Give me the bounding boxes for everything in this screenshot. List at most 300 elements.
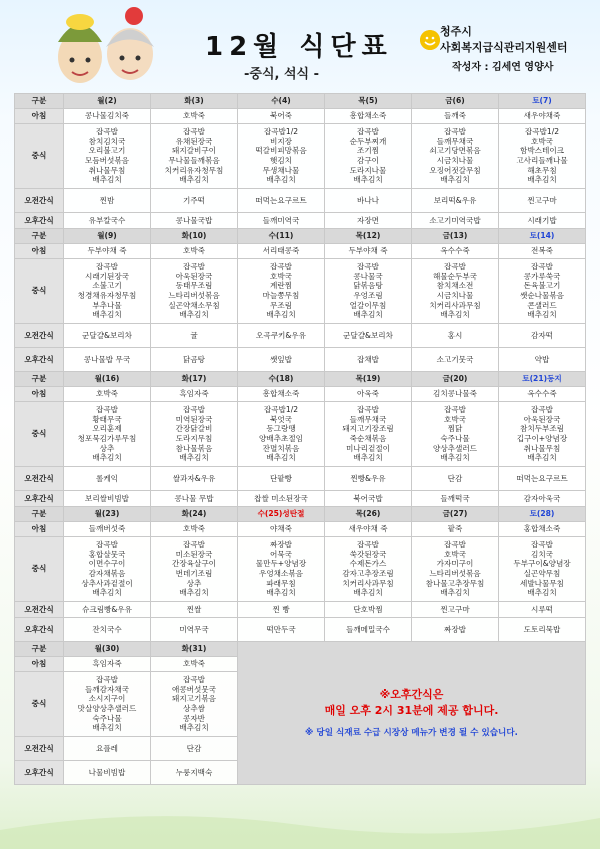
am-snack-cell: 귤 [151, 324, 238, 348]
mascot-illustration [50, 2, 160, 90]
pm-snack-label: 오후간식 [15, 348, 64, 372]
breakfast-cell: 흑임자죽 [64, 657, 151, 672]
breakfast-cell: 호박죽 [151, 244, 238, 259]
lunch-item: 느타리버섯볶음 [429, 569, 481, 578]
lunch-item: 잡곡밥 [530, 405, 553, 415]
author-line: 작성자 : 김세연 영양사 [452, 62, 554, 73]
lunch-item: 배추김치 [353, 310, 383, 320]
day-header: 수(25)성탄절 [238, 507, 325, 522]
lunch-cell [499, 124, 586, 189]
am-snack-label: 오전간식 [15, 737, 64, 761]
breakfast-cell: 호박죽 [151, 109, 238, 124]
pm-snack-cell: 닭곰탕 [151, 348, 238, 372]
smile-logo-icon [420, 30, 440, 50]
pm-snack-cell: 나물비빔밥 [64, 761, 151, 785]
breakfast-cell: 흥합채소죽 [325, 109, 412, 124]
lunch-item: 참나물볶음 [175, 443, 213, 453]
lunch-item: 배추김치 [527, 453, 557, 463]
lunch-item: 참치채소전 [436, 281, 474, 291]
lunch-cell [325, 124, 412, 189]
am-snack-cell: 찐빵&우유 [325, 467, 412, 491]
header [0, 0, 600, 90]
pm-snack-label: 오후간식 [15, 761, 64, 785]
pm-snack-label: 오후간식 [15, 618, 64, 642]
pm-snack-cell: 콩나물국밥 [151, 213, 238, 229]
lunch-item: 배추김치 [440, 453, 470, 463]
page-subtitle: -중식, 석식 - [244, 67, 320, 82]
lunch-item: 돼지고기장조림 [342, 424, 394, 434]
lunch-row [15, 537, 586, 602]
breakfast-label: 아침 [15, 387, 64, 402]
day-header: 목(26) [325, 507, 412, 522]
day-header-row [15, 372, 586, 387]
lunch-item: 잡곡밥 [443, 540, 466, 550]
lunch-cell [499, 537, 586, 602]
lunch-cell [151, 537, 238, 602]
notice-cell [238, 642, 586, 785]
am-snack-cell: 단팥빵 [238, 467, 325, 491]
breakfast-row [15, 244, 586, 259]
lunch-item: 쑥갓된장국 [349, 549, 387, 559]
lunch-item: 쇠고기당면볶음 [429, 146, 481, 156]
lunch-item: 잡곡밥 [182, 127, 205, 137]
am-snack-cell: 찐고구마 [499, 189, 586, 213]
lunch-item: 상추쌈 [182, 704, 205, 713]
breakfast-cell: 흥합채소죽 [238, 387, 325, 402]
lunch-cell [151, 259, 238, 324]
lunch-item: 잡곡밥 [95, 405, 118, 415]
am-snack-cell: 롤케익 [64, 467, 151, 491]
lunch-item: 오징어젓갈무침 [429, 165, 481, 175]
pm-snack-cell: 누룽지백숙 [151, 761, 238, 785]
lunch-row [15, 124, 586, 189]
pm-snack-cell: 시래기밥 [499, 213, 586, 229]
pm-snack-row [15, 618, 586, 642]
lunch-item: 배추김치 [179, 588, 209, 598]
day-header: 월(2) [64, 94, 151, 109]
lunch-item: 간장육살구이 [171, 559, 216, 569]
day-header: 금(27) [412, 507, 499, 522]
lunch-item: 감자고추장조림 [342, 569, 394, 578]
org-center: 사회복지급식관리지원센터 [440, 41, 568, 54]
am-snack-cell: 감자떡 [499, 324, 586, 348]
pm-snack-cell: 감자아욱국 [499, 491, 586, 507]
am-snack-cell: 홍시 [412, 324, 499, 348]
lunch-item: 배추김치 [266, 588, 296, 598]
lunch-item: 햇김치 [269, 156, 292, 165]
lunch-item: 감자채볶음 [88, 569, 126, 578]
pm-snack-cell: 콩나물 무밥 [151, 491, 238, 507]
lunch-item: 잡곡밥 [95, 675, 118, 685]
gubun-label: 구분 [15, 372, 64, 387]
lunch-item: 홍합살뭇국 [88, 549, 126, 559]
breakfast-cell: 아욱죽 [325, 387, 412, 402]
menu-table [14, 93, 586, 785]
lunch-item: 잡곡밥 [443, 127, 466, 137]
day-header: 화(24) [151, 507, 238, 522]
lunch-item: 배추김치 [527, 588, 557, 598]
day-header: 월(9) [64, 229, 151, 244]
lunch-item: 청경채유자청무침 [77, 291, 137, 300]
lunch-item: 시금치나물 [436, 291, 474, 300]
lunch-item: 취나물무침 [88, 165, 126, 175]
lunch-item: 함박스테이크 [519, 146, 564, 156]
lunch-item: 콘샐러드 [527, 300, 557, 310]
pm-snack-cell: 잔치국수 [64, 618, 151, 642]
lunch-item: 잡곡밥 [530, 262, 553, 272]
am-snack-cell: 기주떡 [151, 189, 238, 213]
breakfast-cell: 북어죽 [238, 109, 325, 124]
lunch-item: 오리불고기 [88, 146, 126, 156]
day-header: 월(16) [64, 372, 151, 387]
am-snack-cell: 단감 [151, 737, 238, 761]
lunch-item: 잡곡밥 [269, 262, 292, 272]
pm-snack-cell: 들깨메밀국수 [325, 618, 412, 642]
pm-snack-cell: 미역무국 [151, 618, 238, 642]
org-city: 청주시 [440, 25, 472, 38]
lunch-item: 배추김치 [266, 453, 296, 463]
lunch-item: 치커리유자청무침 [164, 165, 224, 175]
lunch-item: 죽순채볶음 [349, 434, 387, 443]
breakfast-cell: 옥수수죽 [412, 244, 499, 259]
lunch-row [15, 402, 586, 467]
lunch-item: 배추김치 [440, 175, 470, 185]
lunch-item: 참치두부조림 [519, 424, 564, 434]
day-header-row [15, 642, 586, 657]
lunch-item: 배추김치 [266, 175, 296, 185]
lunch-item: 배추김치 [527, 310, 557, 320]
lunch-item: 배추김치 [92, 588, 122, 598]
lunch-item: 호박국 [530, 136, 553, 146]
lunch-item: 잡곡밥 [443, 405, 466, 415]
lunch-item: 아욱된장국 [523, 414, 561, 424]
notice-line-2: 매일 오후 2시 31분에 제공 합니다. [324, 704, 499, 718]
lunch-cell [151, 124, 238, 189]
lunch-cell [325, 537, 412, 602]
lunch-item: 참나물고추장무침 [425, 578, 485, 588]
pm-snack-cell: 약밥 [499, 348, 586, 372]
am-snack-cell: 보리떡&우유 [412, 189, 499, 213]
lunch-item: 가자미구이 [436, 559, 474, 569]
lunch-item: 고사리들깨나물 [516, 156, 568, 165]
lunch-item: 닭볶음탕 [353, 281, 383, 291]
lunch-item: 배추김치 [353, 175, 383, 185]
lunch-item: 잡곡밥 [95, 127, 118, 137]
lunch-cell [64, 402, 151, 467]
lunch-cell [238, 124, 325, 189]
lunch-item: 소시지구이 [88, 694, 126, 704]
lunch-item: 잡곡밥 [356, 405, 379, 415]
lunch-item: 유채된장국 [175, 136, 213, 146]
lunch-cell [238, 537, 325, 602]
lunch-label: 중식 [15, 672, 64, 737]
gubun-label: 구분 [15, 229, 64, 244]
am-snack-cell: 군달걀&보리차 [64, 324, 151, 348]
pm-snack-cell: 보리쌀비빔밥 [64, 491, 151, 507]
page-title: 12월 식단표 [205, 32, 393, 62]
day-header: 금(13) [412, 229, 499, 244]
lunch-item: 파래무침 [266, 578, 296, 588]
lunch-item: 잡곡밥 [356, 127, 379, 137]
breakfast-row [15, 522, 586, 537]
day-header: 목(5) [325, 94, 412, 109]
breakfast-row [15, 387, 586, 402]
lunch-item: 시금치나물 [436, 156, 474, 165]
am-snack-cell: 찐쌀 [151, 602, 238, 618]
lunch-item: 배추김치 [179, 175, 209, 185]
pm-snack-label: 오후간식 [15, 491, 64, 507]
lunch-cell [412, 402, 499, 467]
lunch-item: 잡곡밥 [182, 405, 205, 415]
lunch-item: 숙주나물 [92, 713, 122, 723]
lunch-item: 모듬버섯볶음 [84, 156, 129, 165]
day-header: 금(20) [412, 372, 499, 387]
breakfast-label: 아침 [15, 657, 64, 672]
lunch-cell [412, 124, 499, 189]
lunch-cell [64, 259, 151, 324]
am-snack-cell: 단감 [412, 467, 499, 491]
pm-snack-cell: 쌧잎밥 [238, 348, 325, 372]
lunch-item: 콩가루쑥국 [523, 271, 561, 281]
pm-snack-cell: 자장면 [325, 213, 412, 229]
lunch-item: 소불고기 [92, 281, 122, 291]
lunch-item: 콩나물국 [353, 271, 383, 281]
pm-snack-row [15, 491, 586, 507]
breakfast-cell: 두부야채 죽 [64, 244, 151, 259]
lunch-item: 콩자반 [182, 713, 205, 723]
lunch-item: 동태무조림 [175, 281, 213, 291]
lunch-cell [412, 537, 499, 602]
lunch-item: 양상추샐러드 [432, 443, 477, 453]
day-header: 화(31) [151, 642, 238, 657]
pm-snack-cell: 떡만두국 [238, 618, 325, 642]
lunch-item: 숙주나물 [440, 434, 470, 443]
lunch-item: 느타리버섯볶음 [168, 291, 220, 300]
decorative-hill [0, 800, 600, 849]
pm-snack-cell: 콩나물밥 무국 [64, 348, 151, 372]
pm-snack-row [15, 213, 586, 229]
lunch-item: 배추김치 [353, 588, 383, 598]
breakfast-cell: 호박죽 [64, 387, 151, 402]
lunch-item: 미나리겉절이 [345, 443, 390, 453]
breakfast-cell: 옥수수죽 [499, 387, 586, 402]
lunch-item: 짜장밥 [269, 540, 292, 550]
gubun-label: 구분 [15, 507, 64, 522]
lunch-item: 상추 [99, 443, 115, 453]
pm-snack-cell: 소고기뭇국 [412, 348, 499, 372]
breakfast-label: 아침 [15, 244, 64, 259]
lunch-cell [64, 537, 151, 602]
am-snack-cell: 찐 빵 [238, 602, 325, 618]
am-snack-cell: 찐고구마 [412, 602, 499, 618]
pm-snack-cell: 북어국밥 [325, 491, 412, 507]
breakfast-cell: 전복죽 [499, 244, 586, 259]
pm-snack-cell: 짜장밥 [412, 618, 499, 642]
lunch-item: 청포묵김가루무침 [77, 434, 137, 443]
lunch-item: 해물순두부국 [432, 271, 477, 281]
gubun-label: 구분 [15, 94, 64, 109]
day-header: 수(18) [238, 372, 325, 387]
am-snack-cell: 쌀과자&우유 [151, 467, 238, 491]
lunch-item: 얼갈이무침 [349, 300, 387, 310]
breakfast-cell: 새우야채죽 [499, 109, 586, 124]
lunch-label: 중식 [15, 537, 64, 602]
lunch-cell [325, 402, 412, 467]
lunch-item: 배추김치 [527, 175, 557, 185]
pm-snack-cell: 잡채밥 [325, 348, 412, 372]
lunch-item: 상추사과겉절이 [81, 578, 133, 588]
day-header: 월(23) [64, 507, 151, 522]
lunch-item: 잡곡밥 [530, 540, 553, 550]
pm-snack-cell: 들깨떡국 [412, 491, 499, 507]
am-snack-row [15, 189, 586, 213]
lunch-item: 잡곡밥1/2 [263, 405, 299, 415]
lunch-item: 무나물들깨볶음 [168, 156, 220, 165]
lunch-item: 잡곡밥 [182, 675, 205, 685]
lunch-item: 오리훈제 [92, 424, 122, 434]
day-header: 목(12) [325, 229, 412, 244]
lunch-item: 돈육불고기 [523, 281, 561, 291]
lunch-item: 애콩버섯뭇국 [171, 684, 216, 694]
lunch-item: 이면수구이 [88, 559, 126, 569]
lunch-item: 맛살양상추샐러드 [77, 704, 137, 713]
lunch-item: 떡갈비피망볶음 [255, 146, 307, 156]
lunch-item: 쌧순나물볶음 [519, 291, 564, 300]
pm-snack-label: 오후간식 [15, 213, 64, 229]
breakfast-cell: 들깨버섯죽 [64, 522, 151, 537]
lunch-item: 김치국 [530, 549, 553, 559]
lunch-item: 잡곡밥 [95, 540, 118, 550]
lunch-item: 잡곡밥 [356, 540, 379, 550]
lunch-item: 잡곡밥 [95, 262, 118, 272]
lunch-item: 실곤약채소무침 [168, 300, 220, 310]
lunch-item: 잡곡밥 [443, 262, 466, 272]
day-header: 토(14) [499, 229, 586, 244]
gubun-label: 구분 [15, 642, 64, 657]
lunch-item: 물만두+양념장 [255, 559, 307, 569]
lunch-item: 부추나물 [92, 300, 122, 310]
day-header: 월(30) [64, 642, 151, 657]
day-header-row [15, 94, 586, 109]
am-snack-cell: 단호박찜 [325, 602, 412, 618]
lunch-label: 중식 [15, 402, 64, 467]
lunch-item: 잡곡밥 [182, 540, 205, 550]
am-snack-row [15, 324, 586, 348]
am-snack-cell: 시루떡 [499, 602, 586, 618]
breakfast-cell: 김치콩나물죽 [412, 387, 499, 402]
am-snack-cell: 슈크림빵&우유 [64, 602, 151, 618]
am-snack-label: 오전간식 [15, 324, 64, 348]
lunch-item: 번데기조림 [175, 569, 213, 578]
am-snack-cell: 오곡쿠키&우유 [238, 324, 325, 348]
lunch-item: 도라지무침 [175, 434, 213, 443]
lunch-item: 배추김치 [440, 310, 470, 320]
lunch-item: 들깨감자채국 [84, 684, 129, 694]
lunch-item: 황태무국 [92, 414, 122, 424]
pm-snack-cell: 유부칼국수 [64, 213, 151, 229]
lunch-item: 호박국 [443, 549, 466, 559]
lunch-cell [151, 402, 238, 467]
day-header: 목(19) [325, 372, 412, 387]
lunch-item: 동그랑땡 [266, 424, 296, 434]
lunch-item: 배추김치 [266, 310, 296, 320]
lunch-cell [325, 259, 412, 324]
lunch-item: 들깨무채국 [349, 414, 387, 424]
breakfast-cell: 홍합채소죽 [499, 522, 586, 537]
lunch-item: 들깨무채국 [436, 136, 474, 146]
lunch-item: 비지장 [269, 136, 292, 146]
lunch-item: 미역된장국 [175, 414, 213, 424]
day-header: 화(10) [151, 229, 238, 244]
lunch-item: 배추김치 [179, 723, 209, 733]
breakfast-cell: 흑임자죽 [151, 387, 238, 402]
lunch-item: 도라지나물 [349, 165, 387, 175]
lunch-item: 치커리사과무침 [342, 578, 394, 588]
lunch-item: 계란찜 [269, 281, 292, 291]
am-snack-cell: 요플레 [64, 737, 151, 761]
lunch-item: 조기찜 [356, 146, 379, 156]
lunch-cell [412, 259, 499, 324]
breakfast-row [15, 109, 586, 124]
am-snack-row [15, 602, 586, 618]
am-snack-label: 오전간식 [15, 467, 64, 491]
lunch-item: 시래기된장국 [84, 271, 129, 281]
day-header: 화(17) [151, 372, 238, 387]
lunch-item: 취나물무침 [523, 443, 561, 453]
breakfast-cell: 새우야채 죽 [325, 522, 412, 537]
lunch-item: 상추 [186, 578, 202, 588]
lunch-item: 어묵국 [269, 549, 292, 559]
lunch-item: 배추김치 [92, 723, 122, 733]
lunch-item: 북엇국 [269, 414, 292, 424]
breakfast-label: 아침 [15, 109, 64, 124]
lunch-item: 양배추초절임 [258, 434, 303, 443]
lunch-item: 배추김치 [179, 310, 209, 320]
am-snack-label: 오전간식 [15, 189, 64, 213]
lunch-row [15, 259, 586, 324]
day-header: 수(4) [238, 94, 325, 109]
lunch-cell [64, 672, 151, 737]
lunch-cell [64, 124, 151, 189]
breakfast-cell: 호박죽 [151, 657, 238, 672]
breakfast-cell: 팥죽 [412, 522, 499, 537]
am-snack-cell: 군달걀&보리차 [325, 324, 412, 348]
lunch-item: 배추김치 [92, 175, 122, 185]
day-header-row [15, 507, 586, 522]
lunch-item: 잡곡밥1/2 [524, 127, 560, 137]
lunch-item: 무조림 [269, 300, 292, 310]
lunch-cell [499, 402, 586, 467]
lunch-label: 중식 [15, 124, 64, 189]
lunch-item: 순두부찌개 [349, 136, 387, 146]
breakfast-cell: 서리태콩죽 [238, 244, 325, 259]
pm-snack-row [15, 348, 586, 372]
am-snack-cell: 바나나 [325, 189, 412, 213]
am-snack-cell: 떠먹는요구르트 [238, 189, 325, 213]
lunch-item: 세발나물무침 [519, 578, 564, 588]
lunch-cell [238, 259, 325, 324]
day-header: 토(21)동지 [499, 372, 586, 387]
lunch-item: 치커리사과무침 [429, 300, 481, 310]
lunch-item: 호박국 [443, 414, 466, 424]
pm-snack-cell: 들깨미역국 [238, 213, 325, 229]
lunch-item: 무생채나물 [262, 165, 300, 175]
lunch-item: 잡곡밥 [182, 262, 205, 272]
day-header: 금(6) [412, 94, 499, 109]
breakfast-cell: 두부야채 죽 [325, 244, 412, 259]
lunch-item: 배추김치 [92, 310, 122, 320]
am-snack-label: 오전간식 [15, 602, 64, 618]
